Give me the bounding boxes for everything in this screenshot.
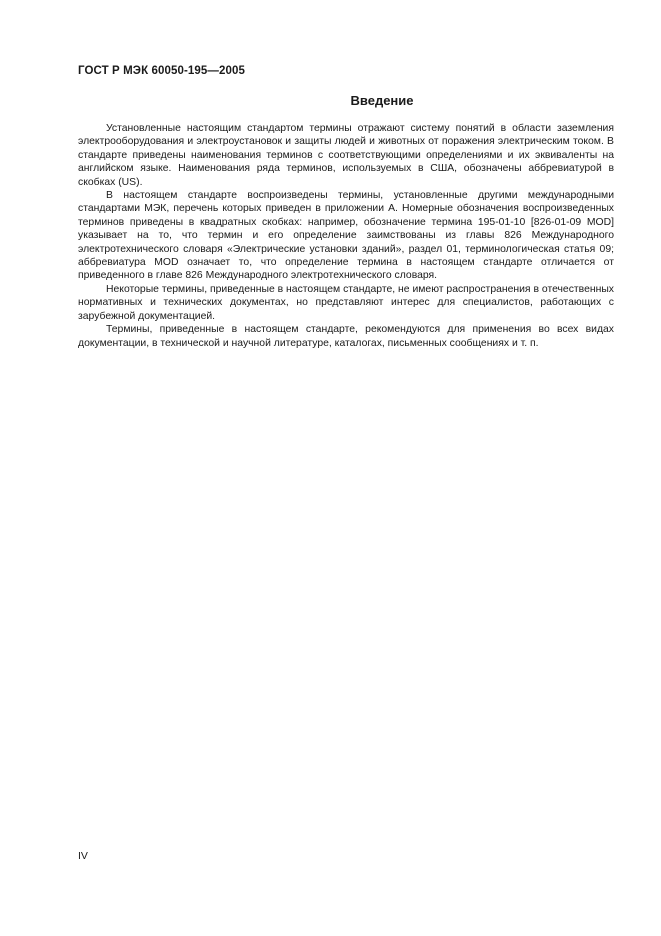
introduction-body: [78, 122, 614, 350]
paragraph-terms-system: Установленные настоящим стандартом термины отражают систему понятий в области заземления электрооборудования и электроустановок и защиты людей и животных от поражения электрическим током. В стандарте приведены наименования терминов с соответствующими определениями и их эквиваленты на английском языке. Наименования ряда терминов, используемых в США, обозначены аббревиатурой в скобках (US).: [78, 123, 614, 188]
document-header: ГОСТ Р МЭК 60050-195—2005: [78, 65, 245, 77]
paragraph-recommendation: Термины, приведенные в настоящем стандарте, рекомендуются для применения во всех видах документации, в технической и научной литературе, каталогах, письменных сообщениях и т. п.: [78, 324, 614, 349]
paragraph-foreign-terms: Некоторые термины, приведенные в настоящем стандарте, не имеют распространения в отечественных нормативных и технических документах, но представляют интерес для специалистов, работающих с зарубежной документацией.: [78, 283, 614, 322]
page-number: IV: [78, 850, 88, 862]
paragraph-iec-standards: В настоящем стандарте воспроизведены термины, установленные другими международными стандартами МЭК, перечень которых приведен в приложении А. Номерные обозначения воспроизведенных терминов приведены в квадратных скобках: например, обозначение термина 195-01-10 [826-01-09 MOD] указывает на то, что термин и его определение заимствованы из главы 826 Международного электротехнического словаря «Электрические установки зданий», раздел 01, терминологическая статья 09; аббревиатура MOD означает то, что определение термина в настоящем стандарте отличается от приведенного в главе 826 Международного электротехнического словаря.: [78, 190, 614, 282]
section-title: Введение: [350, 93, 414, 108]
